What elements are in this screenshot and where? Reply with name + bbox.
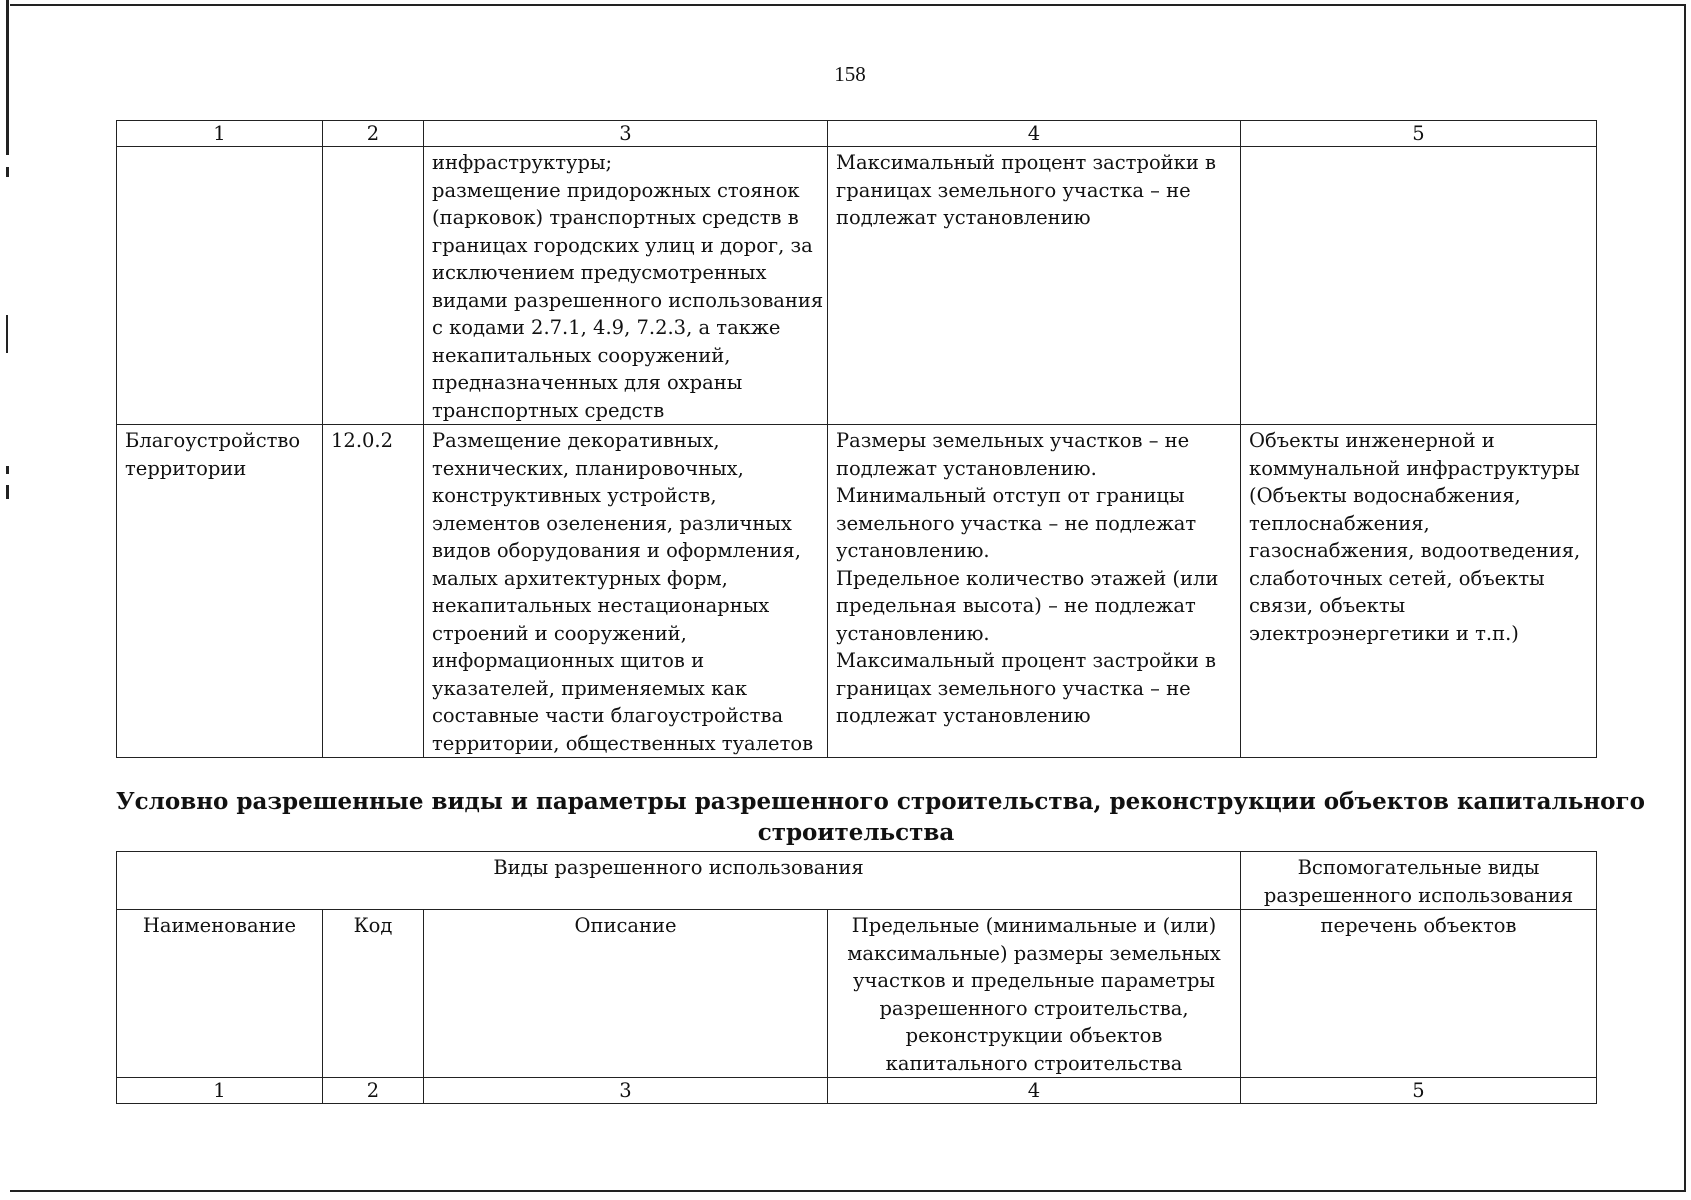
text-line: Минимальный отступ от границы — [836, 484, 1185, 507]
column-number-row — [117, 1078, 1597, 1104]
parameters-cell — [828, 147, 1241, 425]
name-cell — [117, 425, 323, 758]
header-line: максимальные) размеры земельных — [847, 941, 1221, 965]
header-code: Код — [323, 910, 424, 1078]
text-line: границах земельного участка – не — [836, 178, 1191, 202]
text-line: конструктивных устройств, — [432, 484, 717, 507]
text-line: Объекты инженерной и — [1249, 429, 1495, 452]
header-line: разрешенного строительства, — [879, 996, 1189, 1020]
text-line: инфраструктуры; — [432, 151, 613, 174]
text-line: подлежат установлению — [836, 704, 1091, 727]
text-line: слаботочных сетей, объекты — [1249, 566, 1545, 590]
text-line: газоснабжения, водоотведения, — [1249, 539, 1581, 562]
text-line: видами разрешенного использования — [432, 288, 824, 312]
column-number: 3 — [424, 1078, 828, 1104]
name-cell — [117, 147, 323, 425]
text-line: с кодами 2.7.1, 4.9, 7.2.3, а также — [432, 316, 781, 339]
text-line: Размещение декоративных, — [432, 429, 720, 452]
text-line: (парковок) транспортных средств в — [432, 206, 799, 229]
text-line: установлению. — [836, 539, 990, 562]
text-line: территории, общественных туалетов — [432, 731, 814, 755]
text-line: Благоустройство — [125, 429, 301, 452]
header-name: Наименование — [117, 910, 323, 1078]
column-number: 2 — [323, 121, 424, 147]
header-line: Вспомогательные виды — [1297, 856, 1540, 879]
column-number: 1 — [117, 121, 323, 147]
text-line: установлению. — [836, 621, 990, 645]
text-line: предназначенных для охраны — [432, 371, 743, 394]
text-line: указателей, применяемых как — [432, 676, 748, 700]
header-line: участков и предельные параметры — [852, 969, 1216, 992]
section-title — [116, 786, 1645, 848]
auxiliary-cell — [1241, 425, 1597, 758]
text-line: некапитальных сооружений, — [432, 343, 731, 367]
scan-mark — [6, 485, 9, 499]
text-line: земельного участка – не подлежат — [836, 511, 1197, 535]
group-header-cell: Виды разрешенного использования — [117, 852, 1241, 910]
text-line: подлежат установлению — [836, 206, 1091, 229]
column-number: 5 — [1241, 1078, 1597, 1104]
page-number: 158 — [834, 62, 866, 86]
text-line: некапитальных нестационарных — [432, 594, 770, 617]
column-number: 1 — [117, 1078, 323, 1104]
text-line: подлежат установлению. — [836, 456, 1097, 480]
header-parameters — [828, 910, 1241, 1078]
text-line: Максимальный процент застройки в — [836, 649, 1217, 672]
scan-mark — [6, 167, 9, 177]
column-number: 2 — [323, 1078, 424, 1104]
header-line: реконструкции объектов — [905, 1024, 1163, 1047]
header-objects: перечень объектов — [1241, 910, 1597, 1078]
text-line: (Объекты водоснабжения, — [1249, 484, 1521, 507]
column-header-row — [117, 910, 1597, 1078]
parameters-cell — [828, 425, 1241, 758]
scan-mark — [6, 466, 9, 474]
text-line: видов оборудования и оформления, — [432, 539, 801, 562]
text-line: Размеры земельных участков – не — [836, 429, 1190, 452]
column-number: 5 — [1241, 121, 1597, 147]
column-number-row — [117, 121, 1597, 147]
code-cell: 12.0.2 — [323, 425, 424, 758]
auxiliary-cell — [1241, 147, 1597, 425]
text-line: размещение придорожных стоянок — [432, 178, 800, 202]
text-line: элементов озеленения, различных — [432, 511, 792, 535]
column-number: 4 — [828, 1078, 1241, 1104]
text-line: коммунальной инфраструктуры — [1249, 456, 1580, 480]
text-line: Предельное количество этажей (или — [836, 566, 1219, 590]
scan-mark — [6, 315, 8, 353]
code-cell — [323, 147, 424, 425]
text-line: строений и сооружений, — [432, 621, 687, 645]
text-line: границах городских улиц и дорог, за — [432, 233, 813, 257]
text-line: транспортных средств — [432, 398, 665, 422]
description-cell — [424, 425, 828, 758]
text-line: электроэнергетики и т.п.) — [1249, 621, 1519, 645]
group-header-row — [117, 852, 1597, 910]
table-row — [117, 425, 1597, 758]
text-line: связи, объекты — [1249, 594, 1406, 617]
text-line: составные части благоустройства — [432, 704, 784, 727]
text-line: границах земельного участка – не — [836, 676, 1191, 700]
text-line: малых архитектурных форм, — [432, 566, 728, 590]
text-line: территории — [125, 456, 247, 480]
header-line: капитального строительства — [885, 1051, 1183, 1075]
text-line: информационных щитов и — [432, 649, 705, 672]
text-line: исключением предусмотренных — [432, 261, 767, 284]
text-line: теплоснабжения, — [1249, 511, 1430, 535]
text-line: Максимальный процент застройки в — [836, 151, 1217, 174]
header-description: Описание — [424, 910, 828, 1078]
description-cell — [424, 147, 828, 425]
header-line: Предельные (минимальные и (или) — [851, 914, 1217, 937]
table-row — [117, 147, 1597, 425]
text-line: технических, планировочных, — [432, 456, 744, 480]
permitted-use-table — [116, 120, 1597, 758]
section-title-line: строительства — [757, 819, 955, 846]
section-title-line: Условно разрешенные виды и параметры разрешенного строительства, реконструкции объектов капитального — [116, 788, 1645, 815]
column-number: 3 — [424, 121, 828, 147]
conditional-use-table — [116, 851, 1597, 1104]
auxiliary-header-cell — [1241, 852, 1597, 910]
text-line: предельная высота) – не подлежат — [836, 594, 1196, 617]
header-line: разрешенного использования — [1263, 883, 1574, 907]
column-number: 4 — [828, 121, 1241, 147]
